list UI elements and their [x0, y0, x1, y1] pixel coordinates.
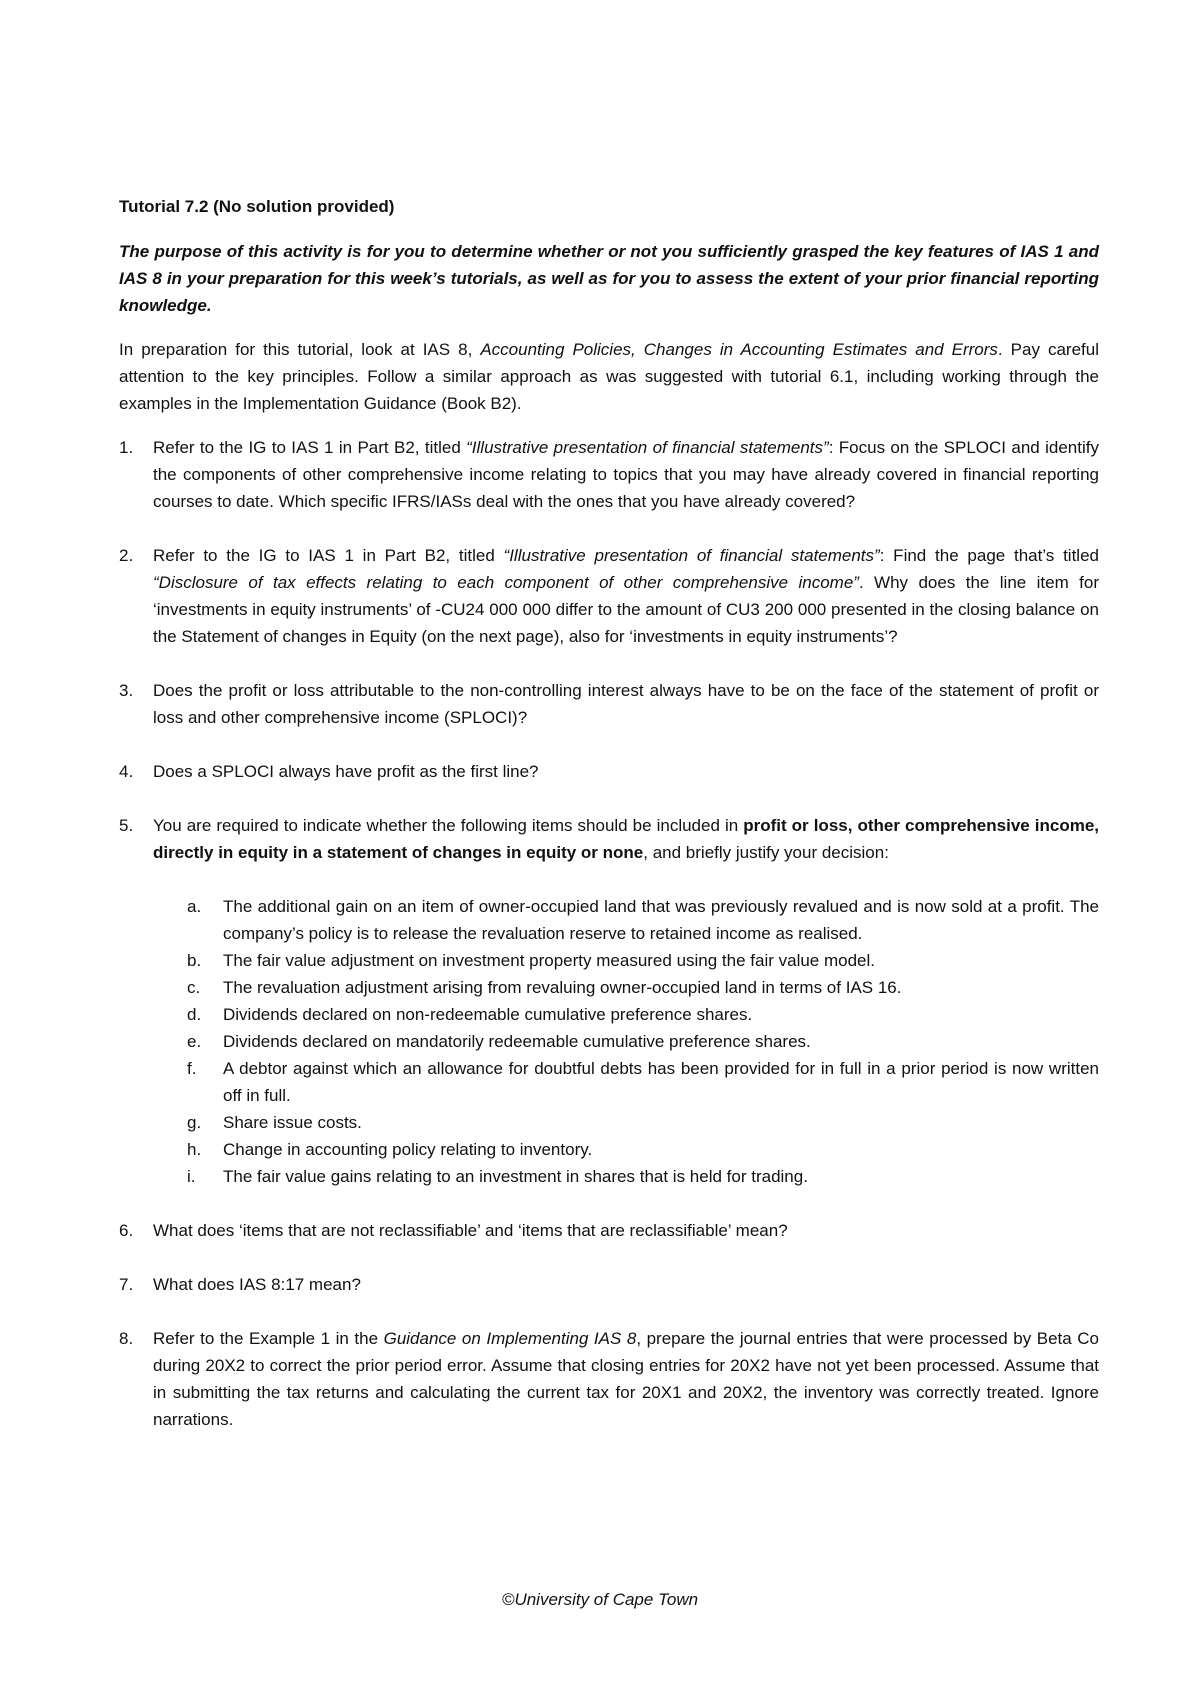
question-3	[119, 677, 1099, 731]
question-number: 3.	[119, 681, 134, 700]
page-title: Tutorial 7.2 (No solution provided)	[119, 197, 395, 216]
sub-item-h: h. Change in accounting policy relating to inventory.	[187, 1140, 593, 1159]
question-text: Does a SPLOCI always have profit as the first line?	[153, 762, 539, 781]
question-text: Does the profit or loss attributable to the non-controlling interest always have to be on the face of the statement of profit or loss and other comprehensive income (SPLOCI)?	[153, 681, 1099, 727]
question-text: Refer to the Example 1 in the Guidance on Implementing IAS 8, prepare the journal entries that were processed by Beta Co during 20X2 to correct the prior period error. Assume that closing entries for 20X2 have not yet been processed. Assume that in submitting the tax returns and calculating the current tax for 20X1 and 20X2, the inventory was correctly treated. Ignore narrations.	[153, 1329, 1099, 1429]
question-text: What does ‘items that are not reclassifiable’ and ‘items that are reclassifiable’ mean?	[153, 1221, 788, 1240]
sub-item-d: d. Dividends declared on non-redeemable cumulative preference shares.	[187, 1005, 753, 1024]
sub-item-c: c. The revaluation adjustment arising from revaluing owner-occupied land in terms of IAS 16.	[187, 978, 902, 997]
question-number: 1.	[119, 438, 134, 457]
sub-item-i: i. The fair value gains relating to an investment in shares that is held for trading.	[187, 1167, 808, 1186]
document-page	[119, 193, 1099, 1460]
question-text: What does IAS 8:17 mean?	[153, 1275, 361, 1294]
intro-text-before: In preparation for this tutorial, look at IAS 8,	[119, 340, 481, 359]
intro-text-after: . Pay careful attention to the key principles. Follow a similar approach as was suggested with tutorial 6.1, including working through the examples in the Implementation Guidance (Book B2).	[119, 340, 1099, 413]
sub-item-a: a. The additional gain on an item of owner-occupied land that was previously revalued and is now sold at a profit. The company’s policy is to release the revaluation reserve to retained income as realised.	[187, 897, 1099, 943]
question-number: 8.	[119, 1329, 134, 1348]
sub-item-list	[153, 893, 1099, 1190]
intro-standard-title: Accounting Policies, Changes in Accounting Estimates and Errors	[480, 340, 998, 359]
question-4	[119, 758, 1099, 785]
question-2	[119, 542, 1099, 650]
question-number: 4.	[119, 762, 134, 781]
intro-paragraph	[119, 336, 1099, 417]
question-7	[119, 1271, 1099, 1298]
question-number: 7.	[119, 1275, 134, 1294]
question-6	[119, 1217, 1099, 1244]
sub-item-f: f. A debtor against which an allowance for doubtful debts has been provided for in full in a prior period is now written off in full.	[187, 1059, 1099, 1105]
question-number: 2.	[119, 546, 134, 565]
copyright-footer: ©University of Cape Town	[501, 1590, 699, 1609]
question-text: You are required to indicate whether the following items should be included in profit or loss, other comprehensive income, directly in equity in a statement of changes in equity or none, and briefly justify your decision: a. The additional gain on an item of owner-occupied land that was previously revalued and is now sold at a profit. The company’s policy is to release the revaluation reserve to retained income as realised. b. The fair value adjustment on investment property measured using the fair value model. c. The revaluation adjustment arising from revaluing owner-occupied land in terms of IAS 16. d. Dividends declared on non-redeemable cumulative preference shares. e. Dividends declared on mandatorily redeemable cumulative preference shares. f. A debtor against which an allowance for doubtful debts has been provided for in full in a prior period is now written off in full. g. Share issue costs. h. Change in accounting policy relating to inventory. i. The fair value gains relating to an investment in shares that is held for trading.	[153, 812, 1099, 1190]
question-text: Refer to the IG to IAS 1 in Part B2, titled “Illustrative presentation of financial statements”: Focus on the SPLOCI and identify the components of other comprehensive income relating to topics that you may have already covered in financial reporting courses to date. Which specific IFRS/IASs deal with the ones that you have already covered?	[153, 438, 1099, 511]
sub-item-g: g. Share issue costs.	[187, 1113, 362, 1132]
purpose-statement: The purpose of this activity is for you to determine whether or not you sufficiently grasped the key features of IAS 1 and IAS 8 in your preparation for this week’s tutorials, as well as for you to assess the extent of your prior financial reporting knowledge.	[119, 242, 1099, 315]
sub-item-b: b. The fair value adjustment on investment property measured using the fair value model.	[187, 951, 876, 970]
question-5	[119, 812, 1099, 1190]
question-8	[119, 1325, 1099, 1433]
question-1	[119, 434, 1099, 515]
question-number: 5.	[119, 816, 134, 835]
question-number: 6.	[119, 1221, 134, 1240]
question-text: Refer to the IG to IAS 1 in Part B2, titled “Illustrative presentation of financial statements”: Find the page that’s titled “Disclosure of tax effects relating to each component of other comprehensive income”. Why does the line item for ‘investments in equity instruments’ of -CU24 000 000 differ to the amount of CU3 200 000 presented in the closing balance on the Statement of changes in Equity (on the next page), also for ‘investments in equity instruments’?	[153, 546, 1099, 646]
sub-item-e: e. Dividends declared on mandatorily redeemable cumulative preference shares.	[187, 1032, 811, 1051]
